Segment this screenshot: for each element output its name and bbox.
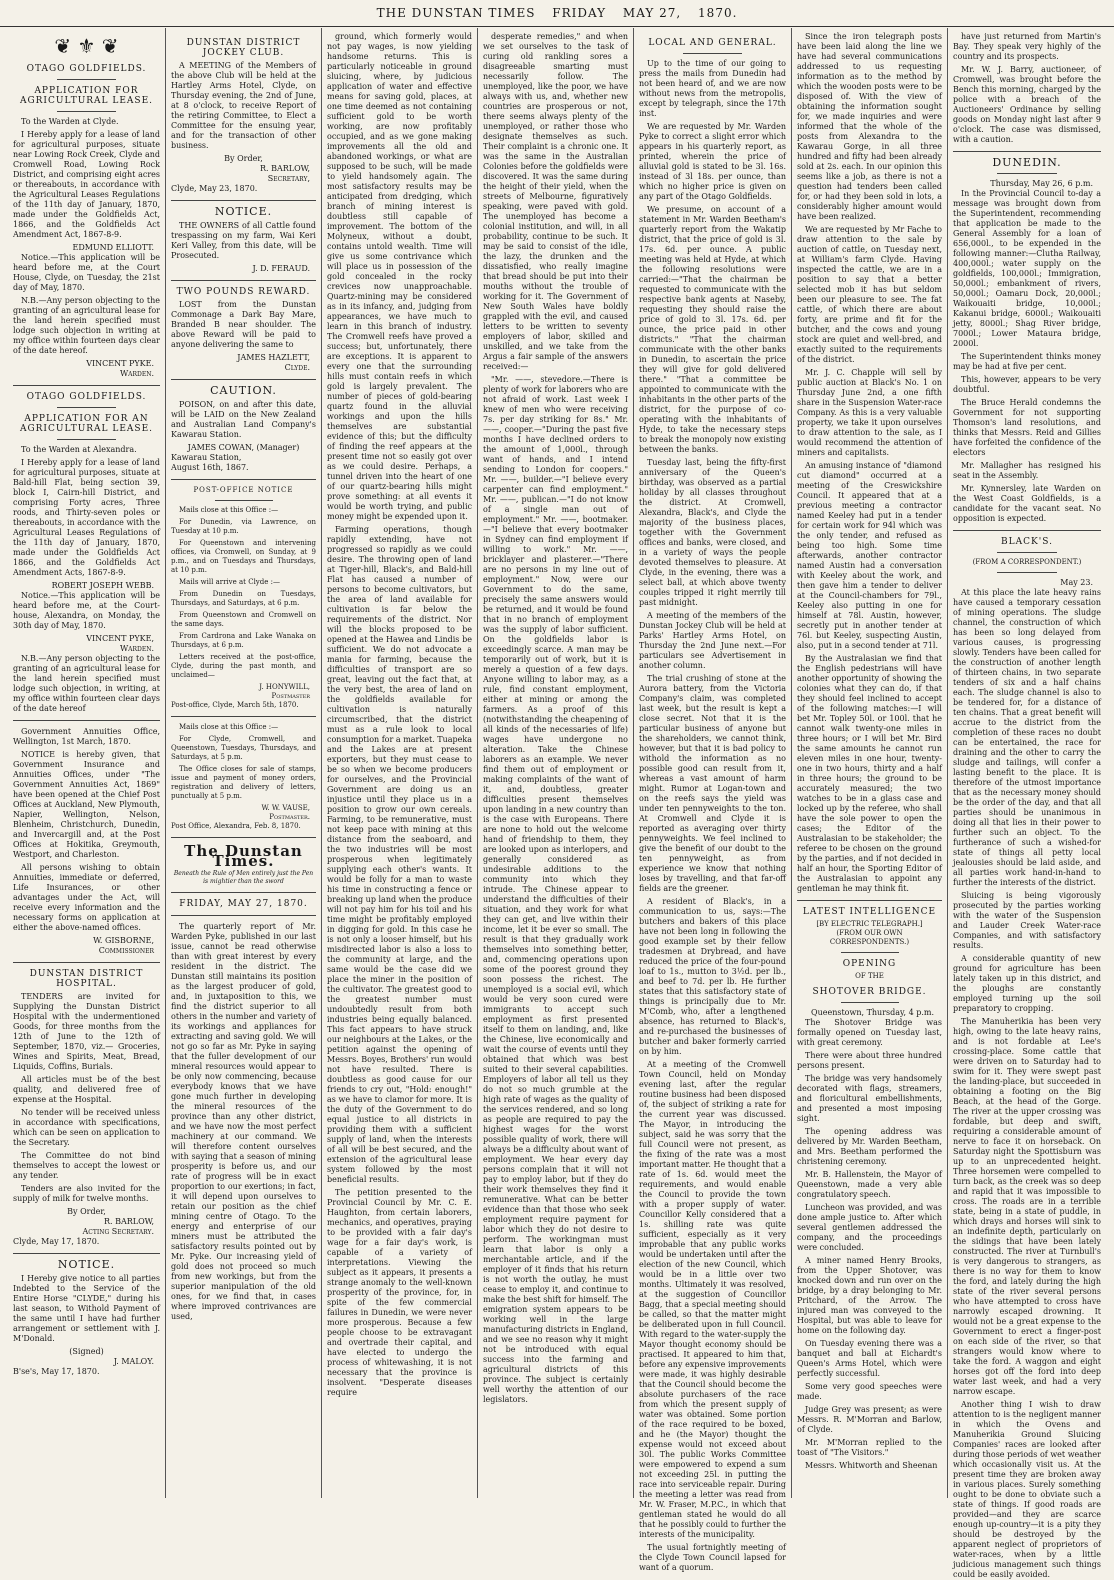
mail-text: From Cardrona and Lake Wanaka on Thursdays, at 6 p.m. — [171, 632, 316, 649]
news-item: have just returned from Martin's Bay. They speak very highly of the country and its prospects. — [953, 32, 1101, 61]
addressee: To the Warden at Clyde. — [21, 117, 119, 126]
crest-icon: ❦ ⚜ ❦ — [54, 34, 119, 58]
warden-title: Warden. — [119, 369, 154, 378]
divider — [997, 572, 1056, 573]
dateline: FRIDAY, MAY 27, 1870. — [179, 899, 308, 909]
signature: W. GISBORNE, — [93, 936, 154, 945]
warden-name: VINCENT PYKE. — [86, 359, 154, 368]
hospital-body: All articles must be of the best quality, and delivered free of expense at the Hospital. — [13, 1075, 160, 1104]
news-item: We are requested by Mr. Warden Pyke to correct a slight error which appears in his quarterly report, as printed, wherein the price of alluvial gold is stated to be 3l. 16s. instead of 3l 18s. per ounce, than which no higher price is given on any part of the Otago Goldfields. — [639, 122, 786, 201]
divider — [57, 79, 116, 80]
divider — [797, 900, 942, 901]
signature-title: Secretary, — [267, 174, 310, 183]
paper-motto: Beneath the Rule of Men entirely just the Pen is mightier than the sword — [173, 870, 314, 885]
news-item: The Bruce Herald condemns the Government for not supporting Thomson's land resolutions, and thinks that Messrs. Reid and Gillies have forfeited the confidence of the electors — [953, 398, 1101, 457]
news-item: The usual fortnightly meeting of the Clyde Town Council lapsed for want of a quorum. — [639, 1543, 786, 1572]
signature: J. HONYWILL, — [259, 683, 310, 691]
place: Clyde. — [284, 363, 310, 372]
divider — [171, 892, 316, 893]
caution-body: POISON, on and after this date, will be LAID on the New Zealand and Australian Land Company's Kawarau Station. — [171, 400, 316, 439]
subheading-correspondents: (FROM OUR OWN CORRESPONDENTS.) — [829, 929, 910, 946]
news-item: Mr. B. Hallenstein, the Mayor of Queenstown, made a very able congratulatory speech. — [797, 1170, 942, 1199]
column-7 — [948, 28, 1106, 1579]
signature-title: Postmaster — [271, 692, 310, 700]
divider — [953, 530, 1101, 531]
heading-blacks: BLACK'S. — [1001, 537, 1053, 547]
notice-body: I Hereby give notice to all parties Indebted to the Service of the Entire Horse "CLYDE," during his last season, to Withold Payment of the same until I have had further arrangement or settlement with J. M'Donald. — [13, 1274, 160, 1343]
news-item: In the Provincial Council to-day a message was brought down from the Superintendent, recommending that application be made to the General Assembly for a loan of 656,000l., to be expended in the following manner:—Clutha Railway, 400,000l.; water supply on the goldfields, 100,000l.; Immigration, 50,000l.; embankment of rivers, 50,000l.; Oamaru Dock, 20,000l.; Waikouaiti bridge, 10,000l.; Kakanui bridge, 6000l.; Waikouaiti jetty, 8000l.; Shag River bridge, 7000l.; Lower Mataura bridge, 2000l. — [953, 189, 1101, 348]
column-2 — [166, 28, 322, 1498]
signature-title: Postmaster. — [269, 813, 310, 821]
editorial-body: The quarterly report of Mr. Warden Pyke, published in our last issue, cannot be read otherwise than with great interest by every resident in the district. The Dunstan still maintains its position as the largest producer of gold, and, in juxtaposition to this, we find the district superior to all others in the number and variety of its workings and appliances for extracting and saving gold. We will not go so far as Mr. Pyke in saying that the fuller development of our mineral resources would appear to be only now commencing, because everybody knows that we have gone much further in developing the mineral resources of the province than any other district, and we have now the most perfect machinery at our command. We will therefore content ourselves with saying that a season of mining prosperity is before us, and our rate of progress will be in exact proportion to our exertions; in fact, it will depend upon ourselves to retain our position as the chief mining centre of Otago. To the energy and enterprise of our miners must be attributed the satisfactory results pointed out by Mr. Pyke. Our increasing yield of gold does not proceed so much from new workings, but from the superior manipulation of the old ones, for we find that, in cases where improved contrivances are used, — [171, 922, 316, 1321]
news-item: An amusing instance of "diamond cut diamond" occurred at a meeting of the Creswickshire Council. It appeared that at a previous meeting a contractor named Keeley had put in a tender for certain work for 94l which was the only tender, and refused as being too high. Some time afterwards, another contractor named Austin had a conversation with Keeley about the work, and then gave him a tender to deliver at the Council-chambers for 79l., Keeley also putting in one for himself at 78l. Austin, however, secretly put in another tender at 76l. but Keeley, suspecting Austin, also, put in a second tender at 71l. — [797, 461, 942, 650]
news-item: Up to the time of our going to press the mails from Dunedin had not been heard of, and we are now without news from the metropolis, except by telegraph, since the 17th inst. — [639, 59, 786, 118]
editorial-body: desperate remedies," and when we set ourselves to the task of curing old rankling sores a disagreeable smarting must necessarily follow. The unemployed, like the poor, we have always with us, and, whether new countries are prosperous or not, there seems always plenty of the unemployed, or rather those who designate themselves as such. Their complaint is a chronic one. It was the same in the Australian Colonies before the goldfields were discovered. It was the same during the height of their yield, when the streets of Melbourne, figuratively speaking, were paved with gold. The unemployed has become a colonial institution, and will, in all probability, continue to be such. It may be said to consist of the idle, the lazy, the drunken and the dissatisfied, who really imagine that bread should be put into their mouths without the trouble of working for it. The Government of New South Wales have boldly grappled with the evil, and caused letters to be written to seventy employers of labor, skilled and unskilled, and we take from the Argus a fair sample of the answers received:— — [483, 32, 628, 371]
column-4 — [478, 28, 634, 1498]
annuities-heading: Government Annuities Office, Wellington, 1st March, 1870. — [13, 727, 160, 746]
hospital-body: The Committee do not bind themselves to accept the lowest or any tender. — [13, 1151, 160, 1180]
place: Post Office, Alexandra, Feb. 8, 1870. — [171, 822, 301, 830]
signature: R. BARLOW, — [103, 1217, 154, 1226]
signature: JAMES COWAN, (Manager) — [187, 443, 300, 452]
divider — [171, 837, 316, 838]
news-item: Messrs. Whitworth and Sheenan — [805, 1461, 938, 1470]
editorial-body: The petition presented to the Provincial Council by Mr. C. E. Haughton, from certain laborers, mechanics, and operatives, praying to be provided with a fair day's wage for a fair day's work, is capable of a variety of interpretations. Viewing the subject as it appears, it presents a strange anomaly to the well-known prosperity of the province, for, in spite of the few commercial failures in Dunedin, we were never more prosperous. Because a few people choose to be extravagant and overtrade their capital, and have elected to undergo the process of whitewashing, it is not necessary that the province is insolvent. "Desperate diseases require — [327, 1188, 472, 1397]
signature: W. W. VAUSE, — [261, 804, 310, 812]
mail-text: For Clyde, Cromwell, and Queenstown, Tuesdays, Thursdays, and Saturdays, at 5 p.m. — [171, 735, 316, 761]
dateline: Thursday, May 26, 6 p.m. — [990, 179, 1093, 188]
notice-text: Notice.—This application will be heard before me, at the Court-house, Alexandra, on Monday, the 30th day of May, 1870. — [13, 591, 160, 630]
divider — [171, 915, 316, 916]
mail-text: From Queenstown and Cromwell on the same days. — [171, 611, 316, 628]
news-item: A resident of Black's, in a communication to us, says:—The butchers and bakers of this place have not been long in following the good example set by their fellow tradesmen at Drybread, and have reduced the price of the four-pound loaf to 1s., mutton to 3½d. per lb., and beef to 7d. per lb. He further states that this satisfactory state of things is principally due to Mr. M'Comb, who, after a lengthened absence, has returned to Black's, and re-purchased the businesses of butcher and baker formerly carried on by him. — [639, 897, 786, 1056]
heading-post-office: POST-OFFICE NOTICE — [193, 486, 294, 494]
dateline: Queenstown, Thursday, 4 p.m. — [811, 1008, 934, 1017]
divider — [13, 1253, 160, 1254]
signature: R. BARLOW, — [259, 164, 310, 173]
divider — [171, 280, 316, 281]
editorial-body: "Mr. ——, stevedore.—There is plenty of work for laborers who are not afraid of work. Last week I knew of men who were receiving 7s. per day striking for 8s." Mr. ——, cooper.—"During the past five months I have declined orders to the amount of 1,000l., through want of hands, and I intend sending to London for coopers." Mr. ——, builder.—"I believe every carpenter can find employment." Mr. ——, publican.—"I do not know of a single man out of employment." Mr. ——, bootmaker.—"I believe that every bootmaker in Sydney can find employment if willing to work." Mr. ——, bricklayer and plasterer.—"There are no persons in my line out of employment." Now, were our Government to do the same, precisely the same answers would be returned, and it would be found that in no branch of employment was the supply of labor sufficient. On the goldfields labor is exceedingly scarce. A man may be temporarily out of work, but it is merely a question of a few days. Anyone willing to labor may, as a rule, find constant employment, either at mining or among the farmers. As a proof of this (notwithstanding the cheapening of all kinds of the necessaries of life) wages have undergone no alteration. Take the Chinese laborers as an example. We never find them out of employment or making complaints of the want of it, and, doubtless, greater difficulties present themselves upon landing in a new country than is the case with Europeans. There are none to hold out the welcome hand of friendship to them, they are looked upon as interlopers, and generally considered as undesirable additions to the community into which they intrude. The Chinese appear to understand the difficulties of their situation, and they work for what they can get, and live within their income, let it be ever so small. The result is that they gradually work themselves into something better, and, commencing operations upon some of the poorest ground they soon possess the richest. The unemployed is a social evil, which would be very soon cured were immigrants to accept such employment as first presented itself to them on landing, and, like the Chinese, live economically and wait the course of events until they obtained that which was best suited to their several capabilities. Employers of labor all tell us they do not so much grumble at the high rate of wages as the quality of the services rendered, and so long as people are required to pay the highest wages for the worst possible quality of work, there will always be a difficulty about want of employment. We hear every day persons complain that it will not pay to employ labor, but if they do their work themselves they find it remunerative. What can be better evidence than that those who seek employment require payment for labor which they do not desire to perform. The workingman must learn that labor is only a merchantable article, and if the employer of it finds that his return is not worth the outlay, he must cease to employ it, and continue to make the best shift for himself. The emigration system appears to be working well in the large manufacturing districts in England, and we see no reason why it might not be introduced with equal success into the farming and agricultural districts of this province. The subject is certainly well worthy the attention of our legislators. — [483, 375, 628, 1404]
divider — [13, 962, 160, 963]
heading-reward: TWO POUNDS REWARD. — [176, 287, 311, 297]
divider — [171, 479, 316, 480]
mail-text: Mails close at this Office :— — [179, 723, 279, 731]
club-body: A MEETING of the Members of the above Club will be held at the Hartley Arms Hotel, Clyde, on Thursday evening, the 2nd of June, at 8 o'clock, to receive Report of the retiring Committee, to Elect a Committee for the ensuing year, and for the transaction of other business. — [171, 61, 316, 150]
date-line: Clyde, May 23, 1870. — [171, 184, 258, 193]
heading-otago-goldfields: OTAGO GOLDFIELDS. — [26, 392, 147, 402]
divider — [57, 407, 116, 408]
mail-text: For Queenstown and intervening offices, via Cromwell, on Sunday, at 9 p.m., and on Tuesdays and Thursdays, at 10 p.m. — [171, 539, 316, 574]
heading-jockey-club: DUNSTAN DISTRICT JOCKEY CLUB. — [186, 38, 301, 58]
news-item: The trial crushing of stone at the Aurora battery, from the Victoria Company's claim, was completed last week, but the result is kept a close secret. Not that it is the particular business of anyone but the shareholders, we cannot think, however, but that it is bad policy to withold the information as no possible good can result from it, whereas a vast amount of harm might. Rumor at Logan-town and on the reefs says the yield was under ten pennyweights to the ton. At Cromwell and Clyde it is reported as averaging over thirty pennyweights. We feel inclined to give the benefit of our doubt to the ten pennyweight, as from experience we know that nothing loses by travelling, and that far-off fields are the greener. — [639, 674, 786, 893]
divider — [841, 1002, 899, 1003]
signature: EDMUND ELLIOTT. — [72, 243, 154, 252]
news-item: A meeting of the members of the Dunstan Jockey Club will be held at Parks' Hartley Arms Hotel, on Thursday the 2nd June next.—For particulars see Advertisement in another column. — [639, 611, 786, 670]
news-item: Sluicing is being vigorously prosecuted by the parties working with the water of the Suspension and Lauder Creek Water-race Companies, and with satisfactory results. — [953, 891, 1101, 950]
dateline: May 23. — [1060, 578, 1093, 587]
nb-text: N.B.—Any person objecting to the granting of an agricultural lease for the land herein specified must lodge such objection in writing at my office within fourteen days clear of the date hereof. — [13, 296, 160, 355]
mail-text: Mails will arrive at Clyde :— — [179, 578, 280, 586]
by-order: By Order, — [224, 154, 263, 163]
divider — [215, 500, 273, 501]
news-item: At this place the late heavy rains have caused a temporary cessation of mining operations. The sludge channel, the construction of which has been so long delayed from various causes, is progressing slowly. Tenders have been called for the construction of another length of thirteen chains, in two separate tenders of six and a half chains each. The sludge channel is also to be tendered for, for a distance of ten chains. That a great benefit will accrue to the district from the completion of these races no doubt can be entertained, the race for draining and the other to carry the sludge and tailings, will confer a lasting benefit to the place. It is therefore of the utmost importance that as the necessary money should be the order of the day, and that all parties should be unanimous in doing all that lies in their power to further such an object. To the furtherance of such a wished-for state of things all petty local jealousies should be laid aside, and all parties work hand-in-hand to further the interests of the district. — [953, 588, 1101, 887]
hospital-body: No tender will be received unless in accordance with specifications, which can be seen on application to the Secretary. — [13, 1108, 160, 1147]
signature: J. D. FERAUD. — [252, 264, 310, 273]
news-item: At a meeting of the Cromwell Town Council, held on Monday evening last, after the regular routine business had been disposed of, the subject of striking a rate for the current year was discussed. The Mayor, in introducing the subject, said he was sorry that the full Council were not present, as the fixing of the rate was a most important matter. He thought that a rate of 1s. 6d. would meet the requirements, and would enable the Council to provide the town with a proper supply of water. Councillor Kelly considered that a 1s. shilling rate was quite sufficient, especially as it very improbable that any public works would be undertaken until after the election of the new Council, which would be in a little over two months. Ultimately it was resolved, at the suggestion of Councillor Bagg, that a special meeting should be called, so that the matter might be deliberated upon in full Council. With regard to the water-supply the Mayor thought economy should be practised. It appeared to him that, before any expensive improvements were made, it was highly desirable that the Council should become the absolute purchasers of the race from which the present supply of water was obtained. Some portion of the race required to be boxed, and he (the Mayor) thought the expense would not exceed about 30l. The public Works Committee were empowered to expend a sum not exceeding 25l. in putting the race into serviceable repair. During the meeting a letter was read from Mr. W. Fraser, M.P.C., in which that gentleman stated he would do all that he possibly could to further the interests of the municipality. — [639, 1060, 786, 1539]
news-item: This, however, appears to be very doubtful. — [953, 375, 1101, 394]
masthead — [0, 0, 1114, 27]
divider — [997, 173, 1056, 174]
divider — [171, 200, 316, 201]
heading-opening: OPENING — [842, 959, 897, 969]
news-item: The Shotover Bridge was formally opened on Tuesday last, with great ceremony. — [797, 1018, 942, 1047]
signature-title: Commissioner — [98, 946, 154, 955]
subheading-correspondent: (FROM A CORRESPONDENT.) — [972, 558, 1082, 566]
date-line: Clyde, May 17, 1870. — [13, 1237, 100, 1246]
heading-caution: CAUTION. — [210, 384, 277, 397]
divider — [13, 720, 160, 721]
news-item: Mr. W. J. Barry, auctioneer, of Cromwell, was brought before the Bench this morning, charged by the police with a breach of the Auctioneers' Ordinance by selling goods on Monday night last after 9 o'clock. The case was dismissed, with a caution. — [953, 65, 1101, 144]
news-item: Mr. Kynnersley, late Warden on the West Coast Goldfields, is a candidate for the vacant seat. No opposition is expected. — [953, 484, 1101, 523]
paper-title: The Dunstan Times. — [184, 842, 303, 870]
divider — [997, 552, 1056, 553]
heading-notice: NOTICE. — [214, 205, 273, 218]
masthead-day: FRIDAY — [552, 6, 607, 20]
mail-text: Letters received at the post-office, Clyde, during the past month, and unclaimed— — [171, 653, 316, 679]
news-item: By the Australasian we find that the English pedestrians will have another opportunity of showing the colonies what they can do, if that they should feel inclined to accept of the following matches:—I will bet Mr. Topley 50l. or 100l. that he cannot walk twenty-one miles in three hours; or I will bet Mr. Bird the same amounts he cannot run eleven miles in one hour, twenty-one in two hours, thirty and a half in three hours; the ground to be accurately measured; the two watches to be in a glass case and locked up by the referee, who shall have the sole power to open the cases; the Editor of the Australasian to be stakeholder; the referee to be chosen on the ground by the parties, and if not decided in half an hour, the Sporting Editor of the Australasian to appoint any gentleman he may think fit. — [797, 654, 942, 893]
place: Kawarau Station, — [171, 453, 242, 462]
place: Post-office, Clyde, March 5th, 1870. — [171, 701, 299, 709]
divider — [171, 379, 316, 380]
divider — [953, 151, 1101, 152]
news-item: The Manuherikia has been very high, owing to the late heavy rains, and is not fordable at Lee's crossing-place. Some cattle that were driven on to Saturday had to swim for it. They were swept past the landing-place, but succeeded in obtaining a footing on the Big Beach, at the head of the Gorge. The river at the upper crossing was fordable, but deep and swift, requiring a considerable amount of nerve to face it on horseback. On Saturday night the Spottisburn was up to an unprecedented height. Three horsemen were compelled to turn back, as the creek was so deep and rapid that it was impossible to cross. The roads are in a terrible state, being in a state of puddle, in which drays and horses will sink to an indefinite depth, particularly on the sidings that have been lately constructed. The river at Turnbull's is very dangerous to strangers, as there is no way for them to know the ford, and lately during the high state of the river several persons who have attempted to cross have narrowly escaped drowning. It would not be a great expense to the Government to erect a finger-post on each side of the river, so that strangers would know where to take the ford. A waggon and eight horses got off the ford into deep water last week, and had a very narrow escape. — [953, 1017, 1101, 1396]
news-item: A considerable quantity of new ground for agriculture has been lately taken up in this district, and the ploughs are constantly employed turning up the soil preparatory to cropping. — [953, 954, 1101, 1013]
news-item: We presume, on account of a statement in Mr. Warden Beetham's quarterly report from the Wakatip district, that the price of gold is 3l. 17s. 6d. per ounce. A public meeting was held at Hyde, at which the following resolutions were carried:—"That the chairman be requested to communicate with the respective bank agents at Naseby, requesting they should raise the price of gold to 3l. 17s. 6d. per ounce, the price paid in other districts." "That the chairman communicate with the other banks in Dunedin, to ascertain the price they will give for gold delivered there." "That a committee be appointed to communicate with the inhabitants in the other parts of the district, for the purpose of co-operating with the inhabitants of Hyde, to take the necessary steps to break the monopoly now existing between the banks. — [639, 205, 786, 454]
news-item: The opening address was delivered by Mr. Warden Beetham, and Mrs. Beetham performed the christening ceremony. — [797, 1127, 942, 1166]
masthead-title: THE DUNSTAN TIMES — [376, 6, 536, 20]
addressee: To the Warden at Alexandra. — [21, 445, 137, 454]
news-item: We are requested by Mr Fache to draw attention to the sale by auction of cattle, on Tuesday next, at William's farm Clyde. Having inspected the cattle, we are in a position to say that a better selected mob it has but seldom been our pleasure to see. The fat cattle, of which there are about forty, are prime and fit for the butcher, and the cows and young stock are quiet and well-bred, and exactly suited to the requirements of the district. — [797, 225, 942, 364]
annuities-body: NOTICE is hereby given, that Government Insurance and Annuities Offices, under "The Government Annuities Act, 1869" have been opened at the Chief Post Offices at Auckland, New Plymouth, Napier, Wellington, Nelson, Blenheim, Christchurch, Dunedin, and Invercargill and, at the Post Offices at Hokitika, Greymouth, Westport, and Charleston. — [13, 750, 160, 859]
subheading-agricultural-lease: APPLICATION FOR AGRICULTURAL LEASE. — [19, 86, 154, 106]
warden-title: Warden. — [119, 644, 154, 653]
mail-text: For Dunedin, via Lawrence, on Tuesday at 10 p.m. — [171, 518, 316, 535]
heading-shotover-bridge: SHOTOVER BRIDGE. — [812, 987, 927, 997]
notice-body: THE OWNERS of all Cattle found trespassing on my farm, Wai Keri Keri Valley, from this date, will be Prosecuted. — [171, 221, 316, 260]
signature: ROBERT JOSEPH WEBB. — [51, 581, 154, 590]
heading-hospital: DUNSTAN DISTRICT HOSPITAL. — [29, 969, 144, 989]
divider — [683, 53, 742, 54]
heading-of-the: OF THE — [855, 972, 884, 980]
mail-text: From Dunedin on Tuesdays, Thursdays, and Saturdays, at 6 p.m. — [171, 590, 316, 607]
warden-name: VINCENT PYKE, — [86, 634, 154, 643]
news-item: There were about three hundred persons present. — [797, 1051, 942, 1070]
hospital-body: Tenders are also invited for the supply of milk for twelve months. — [13, 1184, 160, 1203]
heading-dunedin: DUNEDIN. — [992, 156, 1062, 169]
divider — [57, 439, 116, 440]
news-item: Mr. J. C. Chapple will sell by public auction at Black's No. 1 on Thursday June 2nd, a one fifth share in the Suspension Water-race Company. As this is a very valuable property, we take it upon ourselves to draw attention to the sale, as I would recommend the attention of miners and capitalists. — [797, 368, 942, 457]
lease-body: I Hereby apply for a lease of land for agricultural purposes, situate at Bald-hill Flat, being section 39, block I, Cairn-hill District, and comprising Forty acres, Three roods, and Thirty-seven poles or thereabouts, in accordance with the Agricultural Leases Regulations of the 11th day of January, 1870, made under the Goldfields Act 1866, and the Goldfields Act Amendment Acts, 1867-8-9. — [13, 458, 160, 577]
news-item: A miner named Henry Brooks, from the Upper Shotover, was knocked down and run over on the bridge, by a dray belonging to Mr. Pritchard, of the Arrow. The injured man was conveyed to the Hospital, but was able to leave for home on the following day. — [797, 1256, 942, 1335]
hospital-body: TENDERS are invited for Supplying the Dunstan District Hospital with the undermentioned Goods, for three months from the 12th of June to the 12th of September, 1870, viz.— Groceries, Wines and Spirits, Meat, Bread, Liquids, Coffins, Burials. — [13, 992, 160, 1071]
news-item: Luncheon was provided, and was done ample justice to. After which several gentlemen addressed the company, and the proceedings were concluded. — [797, 1203, 942, 1252]
news-item: Mr. Mallagher has resigned his seat in the Assembly. — [953, 461, 1101, 480]
divider — [171, 716, 316, 717]
masthead-date: MAY 27, — [622, 6, 682, 20]
heading-otago-goldfields: OTAGO GOLDFIELDS. — [26, 64, 147, 74]
date-line: August 16th, 1867. — [171, 463, 249, 472]
news-item: Mr. M'Morran replied to the toast of "The Visitors." — [797, 1438, 942, 1457]
signature: JAMES HAZLETT, — [237, 353, 310, 362]
subheading-telegraph: [BY ELECTRIC TELEGRAPH.] — [816, 920, 923, 928]
column-1 — [8, 28, 166, 1498]
news-item: Another thing I wish to draw attention to is the negligent manner in which the Ovens and Manuherikia Ground Sluicing Companies' races are looked after during those periods of wet weather which occasionally visit us. At the present time they are broken away in various places. Surely something ought to be done to obviate such a state of things. If good roads are provided—and they are scarce enough up-country—it is a pity they should be destroyed by the apparent neglect of proprietors of water-races, when by a little judicious management such things could be easily avoided. — [953, 1400, 1101, 1579]
news-item: The bridge was very handsomely decorated with flags, streamers, and floricultural embellishments, and presented a most imposing sight. — [797, 1074, 942, 1123]
reward-body: LOST from the Dunstan Commonage a Dark Bay Mare, Branded B near shoulder. The above Reward will be paid to anyone delivering the same to — [171, 300, 316, 349]
by-order: By Order, — [67, 1207, 106, 1216]
heading-local-general: LOCAL AND GENERAL. — [648, 38, 777, 48]
signature-title: Acting Secretary. — [82, 1227, 154, 1236]
news-item: Tuesday last, being the fifty-first anniversary of the Queen's birthday, was observed as a partial holiday by all classes throughout the district. At Cromwell, Alexandra, Black's, and Clyde the majority of the business places, together with the Government offices and banks, were closed, and in a variety of ways the people devoted themselves to pleasure. At Clyde, in the evening, there was a select ball, at which above twenty couples tripped it right merrily till past midnight. — [639, 458, 786, 607]
heading-notice: NOTICE. — [57, 1258, 116, 1271]
news-item: Since the iron telegraph posts have been laid along the line we have had several communications addressed to us requesting information as to the method by which the wooden posts were to be disposed of. With the view of obtaining the information sought for, we made inquiries and were informed that the whole of the posts from Alexandra to the Kawarau Gorge, in all three hundred and fifty had been already sold at 2s. each. In our opinion this seems like a job, as there is not a question had tenders been called for, or had they been sold in lots, a considerably higher amount would have been realized. — [797, 32, 942, 221]
editorial-body: Farming operations, though rapidly extending, have not progressed so rapidly as we could desire. The throwing open of land at Tiger-hill, Black's, and Bald-hill Flat has caused a number of persons to become cultivators, but the area of land available for cultivation is far below the requirements of the district. Nor will the blocks proposed to be opened at the Hawea and Lindis be sufficient. We do not advocate a mania for farming, because the difficulties of transport are so great, leaving out the fact that, at the very best, the area of land on the goldfields available for cultivation is naturally circumscribed, that the district must as a rule look to local consumption for a market. Tuapeka and the Lakes are at present exporters, but they must cease to be so when we become producers for ourselves, and the Provincial Government are doing us an injustice until they place us in a position to grow our own cereals. Farming, to be remunerative, must not keep pace with mining at this distance from the seaboard, and the two industries will be most prosperous when legitimately supplying each other's wants. It would be folly for a man to waste his time in constructing a fence or breaking up land when the produce will not pay him for his toil and his time might be profitably employed in digging for gold. In this case he is not only a looser himself, but his misdirected labor is also a loss to the community at large, and the same would be the case did we place the miner in the position of the cultivator. The greatest good to the greatest number must undoubtedly result from both industries being equally balanced. This fact appears to have struck our neighbours at the Lakes, or the petition against the opening of Messrs. Boyes, Brothers' run would not have resulted. There is doubtless as good cause for our friends to cry out, "Hold: enough!" as we have to clamor for more. It is the duty of the Government to do equal justice to all districts in providing them with a sufficient supply of land, when the interests of all will be best secured, and the extension of the agricultural lease system followed by the most beneficial results. — [327, 525, 472, 1184]
column-3 — [322, 28, 478, 1498]
column-5 — [634, 28, 792, 1572]
masthead-year: 1870. — [698, 6, 738, 20]
annuities-body: All persons wishing to obtain Annuities, immediate or deferred, Life Insurances, or other advantages under the Act, will receive every information and the necessary forms on application at either the above-named offices. — [13, 863, 160, 932]
news-item: Some very good speeches were made. — [797, 1382, 942, 1401]
newspaper-columns — [8, 28, 1106, 1579]
heading-latest-intelligence: LATEST INTELLIGENCE — [802, 907, 937, 917]
column-6 — [792, 28, 948, 1498]
divider — [13, 385, 160, 386]
lease-body: I Hereby apply for a lease of land for agricultural purposes, situate near Lowing Rock Creek, Clyde and Cromwell Road, Lowing Rock District, and comprising eight acres or thereabouts, in accordance with the Agricultural Leases Regulations of the 11th day of January, 1870, made under the Goldfields Act, 1866, and the Goldfields Act Amendment Act, 1867-8-9. — [13, 130, 160, 239]
news-item: On Tuesday evening there was a banquet and ball at Eichardt's Queen's Arms Hotel, which were perfectly successful. — [797, 1339, 942, 1378]
subheading-agricultural-lease: APPLICATION FOR AN AGRICULTURAL LEASE. — [19, 414, 154, 434]
news-item: The Superintendent thinks money may be had at five per cent. — [953, 352, 1101, 371]
nb-text: N.B.—Any person objecting to the granting of an agricultural lease for the land herein specified must lodge such objection, in writing, at my office within fourteen clear days of the date hereof — [13, 654, 160, 713]
divider — [57, 111, 116, 112]
mail-text: The Office closes for sale of stamps, issue and payment of money orders, registration and delivery of letters, punctually at 5 p.m. — [171, 765, 316, 800]
signed-label: (Signed) — [69, 1347, 104, 1356]
date-line: B'se's, May 17, 1870. — [13, 1367, 100, 1376]
editorial-body: ground, which formerly would not pay wages, is now yielding handsome returns. This is particularly noticeable in ground sluicing, where, by judicious application of water and effective means for saving gold, places, at one time deemed as not containing sufficient gold to be worth working, are now profitably occupied, and as we gone making improvements all the old and abandoned workings, or what are supposed to be such, will be made to yield handsomely again. The most satisfactory results may be anticipated from dredging, which branch of mining interest is doubtless still capable of improvement. The bottom of the Molyneux, without a doubt, contains untold wealth. Time will give us some contrivance which will place us in possession of the gold concealed in the rocky crevices now unapproachable. Quartz-mining may be considered as in its infancy, and, judging from appearances, we have much to learn in this branch of industry. The Cromwell reefs have proved a success; but, unfortunately, there are exceptions. It is apparent to every one that the surrounding hills must contain reefs in which gold is largely prevalent. The number of pieces of gold-bearing quartz found in the alluvial workings and upon the hills themselves are substantial evidence of this; but the difficulty of finding the reef appears at the present time not so easily got over as we could desire. Perhaps, a tunnel driven into the heart of one of our quartz-bearing hills might prove something: at all events it would be worth trying, and public money might be expended upon it. — [327, 32, 472, 521]
mail-text: Mails close at this Office :— — [179, 506, 279, 514]
divider — [841, 952, 899, 953]
news-item: Judge Grey was present; as were Messrs. R. M'Morran and Barlow, of Clyde. — [797, 1405, 942, 1434]
notice-text: Notice.—This application will be heard before me, at the Court House, Clyde, on Tuesday, the 21st day of May, 1870. — [13, 253, 160, 292]
signature: J. MALOY. — [113, 1357, 154, 1366]
